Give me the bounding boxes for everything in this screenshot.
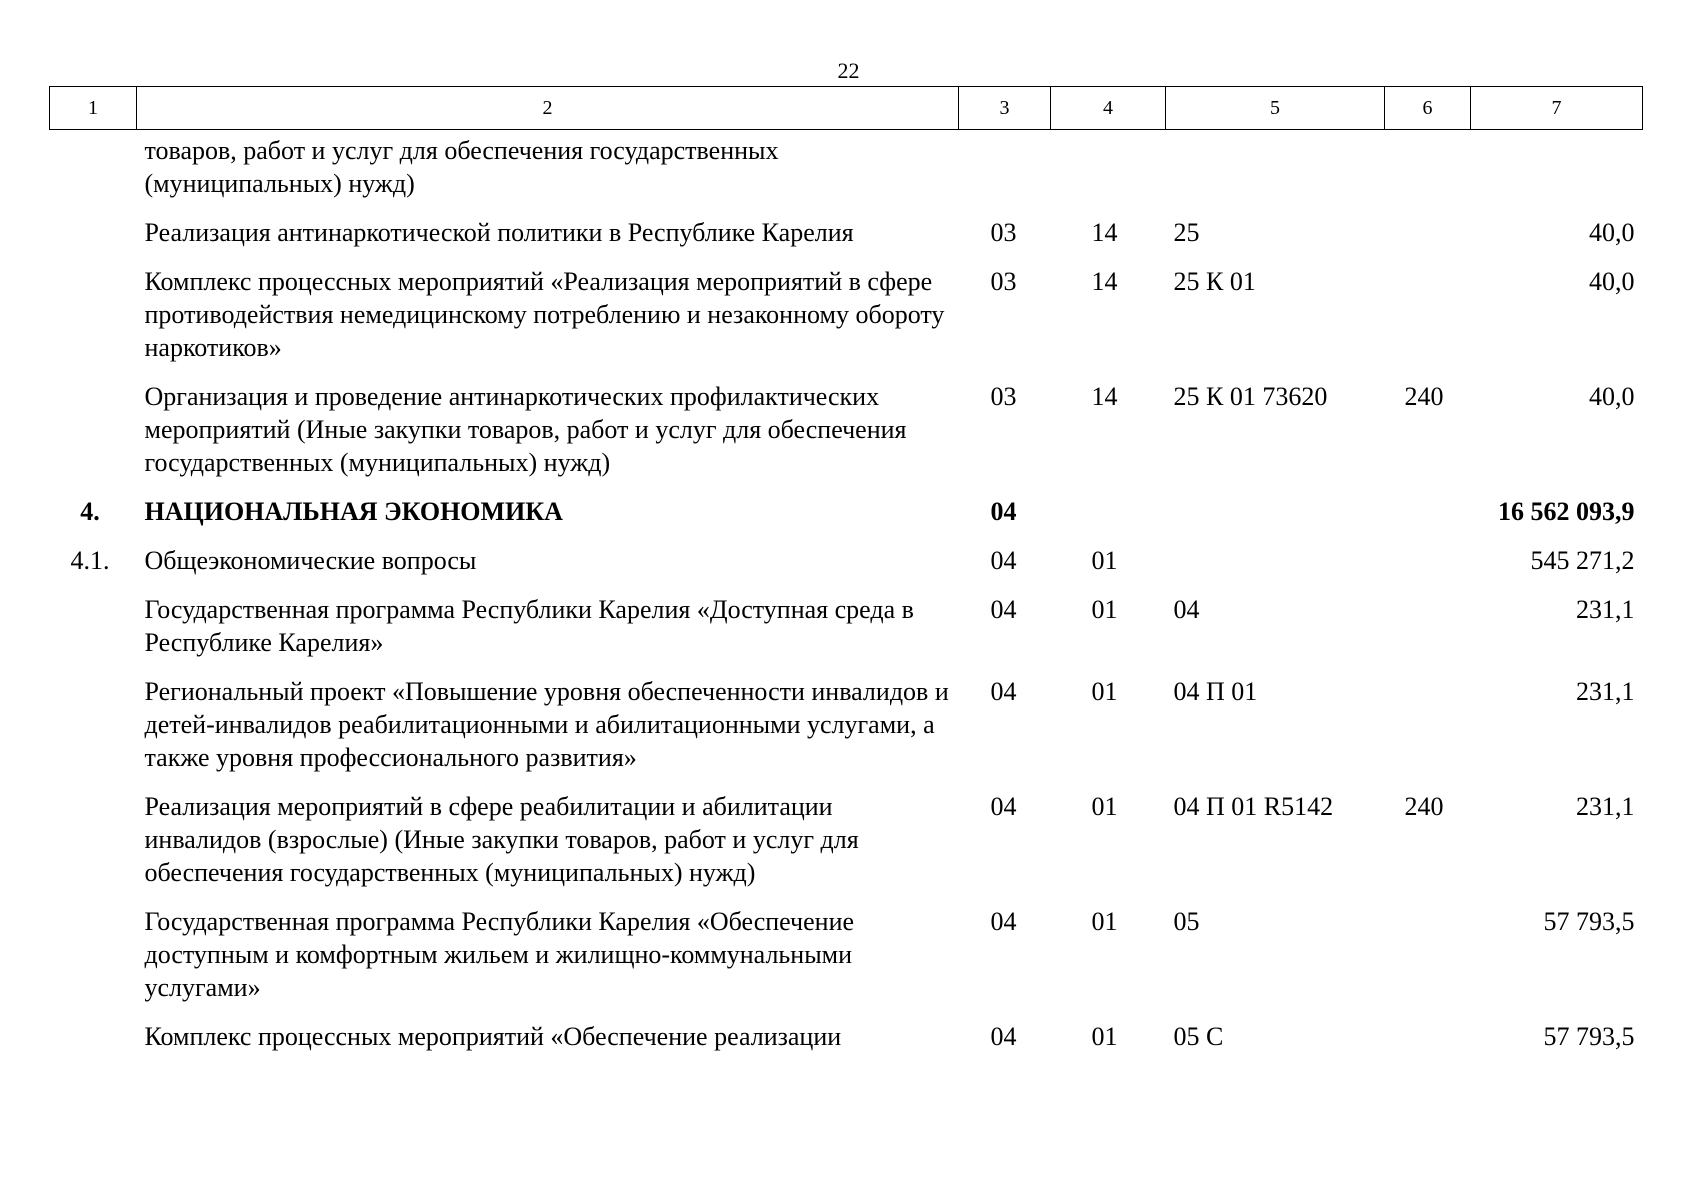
expense-type-cell (1385, 495, 1471, 544)
subsection-code-cell (1051, 130, 1166, 217)
expense-type-cell (1385, 544, 1471, 593)
page-number: 22 (837, 58, 860, 83)
row-number-cell (50, 905, 137, 1020)
target-article-cell: 25 К 01 (1173, 267, 1256, 296)
row-name-cell: НАЦИОНАЛЬНАЯ ЭКОНОМИКА (144, 497, 563, 526)
amount-cell: 231,1 (1576, 677, 1635, 706)
target-article-cell: 04 П 01 (1173, 677, 1258, 706)
expense-type-cell (1385, 1020, 1471, 1069)
subsection-code-cell: 01 (1091, 595, 1118, 624)
target-article-cell (1166, 495, 1385, 544)
section-code-cell: 03 (990, 218, 1017, 247)
row-number-cell: 4. (80, 497, 100, 526)
amount-cell: 231,1 (1576, 792, 1635, 821)
row-name-cell: Общеэкономические вопросы (144, 546, 477, 575)
row-number-cell (50, 216, 137, 265)
amount-cell: 545 271,2 (1530, 546, 1635, 575)
target-article-cell: 25 К 01 73620 (1173, 382, 1328, 411)
row-name-cell: Организация и проведение антинаркотических профилактических мероприятий (Иные закупки товаров, работ и услуг для обеспечения государственных (муниципальных) нужд) (144, 382, 907, 477)
table-row (50, 905, 1643, 1020)
table-row (50, 130, 1643, 217)
amount-cell: 16 562 093,9 (1498, 497, 1635, 526)
section-code-cell: 04 (990, 907, 1017, 936)
section-code-cell: 04 (990, 677, 1017, 706)
section-code-cell: 03 (990, 382, 1017, 411)
subsection-code-cell: 14 (1091, 218, 1118, 247)
table-row (50, 593, 1643, 675)
row-name-cell: Реализация мероприятий в сфере реабилитации и абилитации инвалидов (взрослые) (Иные закупки товаров, работ и услуг для обеспечения государственных (муниципальных) нужд) (144, 792, 859, 887)
row-name-cell: Комплекс процессных мероприятий «Реализация мероприятий в сфере противодействия немедицинскому потреблению и незаконному обороту наркотиков» (144, 267, 945, 362)
table-row (50, 380, 1643, 495)
column-number-row (50, 87, 1643, 130)
amount-cell: 231,1 (1576, 595, 1635, 624)
section-code-cell: 04 (990, 497, 1017, 526)
column-header-4: 4 (1051, 87, 1166, 130)
expense-type-cell: 240 (1404, 382, 1444, 411)
column-header-7: 7 (1471, 87, 1643, 130)
budget-table (49, 86, 1643, 1069)
row-number-cell (50, 593, 137, 675)
subsection-code-cell: 01 (1091, 1022, 1118, 1051)
row-name-cell: Реализация антинаркотической политики в Республике Карелия (144, 218, 854, 247)
target-article-cell: 04 П 01 R5142 (1173, 792, 1334, 821)
column-header-3: 3 (959, 87, 1051, 130)
table-row (50, 675, 1643, 790)
expense-type-cell (1385, 216, 1471, 265)
subsection-code-cell: 01 (1091, 907, 1118, 936)
row-number-cell (50, 790, 137, 905)
column-header-5: 5 (1166, 87, 1385, 130)
table-row (50, 495, 1643, 544)
amount-cell: 57 793,5 (1543, 907, 1635, 936)
row-name-cell: Комплекс процессных мероприятий «Обеспечение реализации (144, 1022, 842, 1051)
subsection-code-cell: 01 (1091, 792, 1118, 821)
table-header (50, 87, 1643, 130)
expense-type-cell: 240 (1404, 792, 1444, 821)
table-row (50, 216, 1643, 265)
target-article-cell: 05 (1173, 907, 1200, 936)
column-header-1: 1 (50, 87, 137, 130)
row-number-cell (50, 130, 137, 217)
table-body (50, 130, 1643, 1070)
section-code-cell: 04 (990, 1022, 1017, 1051)
subsection-code-cell: 14 (1091, 267, 1118, 296)
amount-cell: 57 793,5 (1543, 1022, 1635, 1051)
section-code-cell: 04 (990, 595, 1017, 624)
subsection-code-cell: 14 (1091, 382, 1118, 411)
amount-cell: 40,0 (1589, 382, 1635, 411)
target-article-cell (1166, 130, 1385, 217)
table-row (50, 1020, 1643, 1069)
row-name-cell: Государственная программа Республики Карелия «Обеспечение доступным и комфортным жильем и жилищно-коммунальными услугами» (144, 907, 855, 1002)
subsection-code-cell: 01 (1091, 546, 1118, 575)
row-name-cell: Государственная программа Республики Карелия «Доступная среда в Республике Карелия» (144, 595, 914, 657)
row-number-cell (50, 675, 137, 790)
expense-type-cell (1385, 593, 1471, 675)
target-article-cell (1166, 544, 1385, 593)
row-number-cell (50, 1020, 137, 1069)
row-number-cell (50, 380, 137, 495)
section-code-cell: 04 (990, 792, 1017, 821)
table-row (50, 265, 1643, 380)
expense-type-cell (1385, 265, 1471, 380)
table-row (50, 544, 1643, 593)
section-code-cell (959, 130, 1051, 217)
expense-type-cell (1385, 675, 1471, 790)
expense-type-cell (1385, 905, 1471, 1020)
column-header-6: 6 (1385, 87, 1471, 130)
target-article-cell: 05 С (1173, 1022, 1224, 1051)
table-row (50, 790, 1643, 905)
subsection-code-cell: 01 (1091, 677, 1118, 706)
section-code-cell: 04 (990, 546, 1017, 575)
column-header-2: 2 (137, 87, 959, 130)
section-code-cell: 03 (990, 267, 1017, 296)
target-article-cell: 25 (1173, 218, 1200, 247)
amount-cell (1471, 130, 1643, 217)
row-number-cell (50, 265, 137, 380)
expense-type-cell (1385, 130, 1471, 217)
row-name-cell: Региональный проект «Повышение уровня обеспеченности инвалидов и детей-инвалидов реабилитационными и абилитационными услугами, а также уровня профессионального развития» (144, 677, 949, 772)
row-name-cell: товаров, работ и услуг для обеспечения государственных (муниципальных) нужд) (144, 136, 779, 198)
amount-cell: 40,0 (1589, 218, 1635, 247)
row-number-cell: 4.1. (70, 546, 110, 575)
target-article-cell: 04 (1173, 595, 1200, 624)
amount-cell: 40,0 (1589, 267, 1635, 296)
subsection-code-cell (1051, 495, 1166, 544)
